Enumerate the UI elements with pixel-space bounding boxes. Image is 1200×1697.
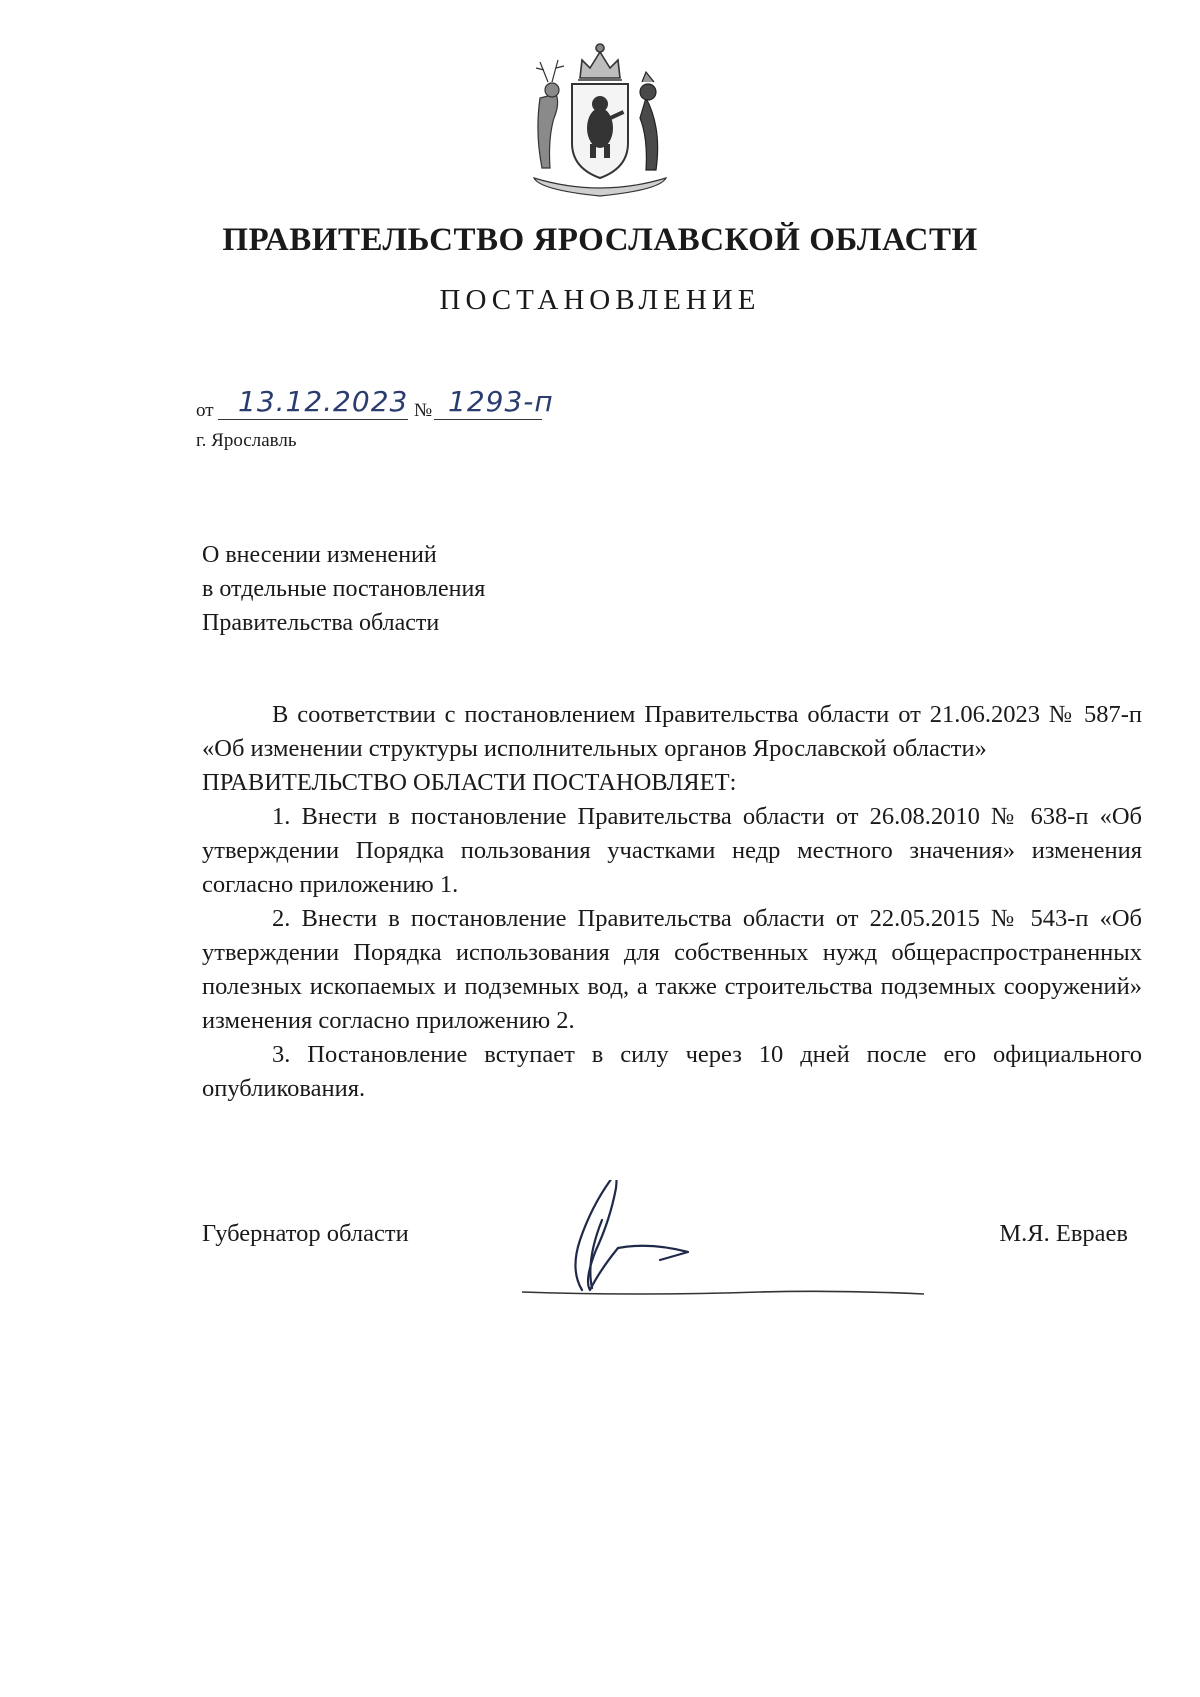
- document-subject: [202, 538, 485, 640]
- signatory-title: Губернатор области: [202, 1220, 409, 1247]
- body-item: 3. Постановление вступает в силу через 10 дней после его официального опубликования.: [202, 1041, 1142, 1102]
- date-underline: [218, 418, 408, 420]
- subject-line: в отдельные постановления: [202, 576, 486, 602]
- resolves-heading: ПРАВИТЕЛЬСТВО ОБЛАСТИ ПОСТАНОВЛЯЕТ:: [202, 769, 737, 796]
- registration-line: [196, 386, 596, 426]
- organization-title: ПРАВИТЕЛЬСТВО ЯРОСЛАВСКОЙ ОБЛАСТИ: [222, 222, 978, 258]
- body-item: 1. Внести в постановление Правительства области от 26.08.2010 № 638-п «Об утверждении Порядка пользования участками недр местного значения» изменения согласно приложению 1.: [202, 803, 1142, 898]
- preamble: В соответствии с постановлением Правительства области от 21.06.2023 № 587-п «Об изменении структуры исполнительных органов Ярославской области»: [202, 701, 1142, 762]
- number-underline: [434, 418, 542, 420]
- document-body: [202, 698, 1142, 1106]
- body-item: 2. Внести в постановление Правительства области от 22.05.2015 № 543-п «Об утверждении Порядка использования для собственных нужд общераспространенных полезных ископаемых и подземных вод, а также строительства подземных сооружений» изменения согласно приложению 2.: [202, 905, 1142, 1034]
- handwritten-signature-icon: [520, 1180, 940, 1300]
- signatory-name: М.Я. Евраев: [999, 1220, 1128, 1247]
- subject-line: О внесении изменений: [202, 542, 437, 568]
- number-value: 1293-п: [448, 385, 554, 418]
- subject-line: Правительства области: [202, 610, 440, 636]
- coat-of-arms-icon: [520, 38, 680, 203]
- city: г. Ярославль: [196, 430, 297, 451]
- signature-block: [0, 1180, 1200, 1300]
- date-value: 13.12.2023: [238, 385, 409, 418]
- date-prefix: от: [196, 400, 214, 421]
- document-type: ПОСТАНОВЛЕНИЕ: [439, 284, 761, 316]
- number-prefix: №: [414, 400, 433, 421]
